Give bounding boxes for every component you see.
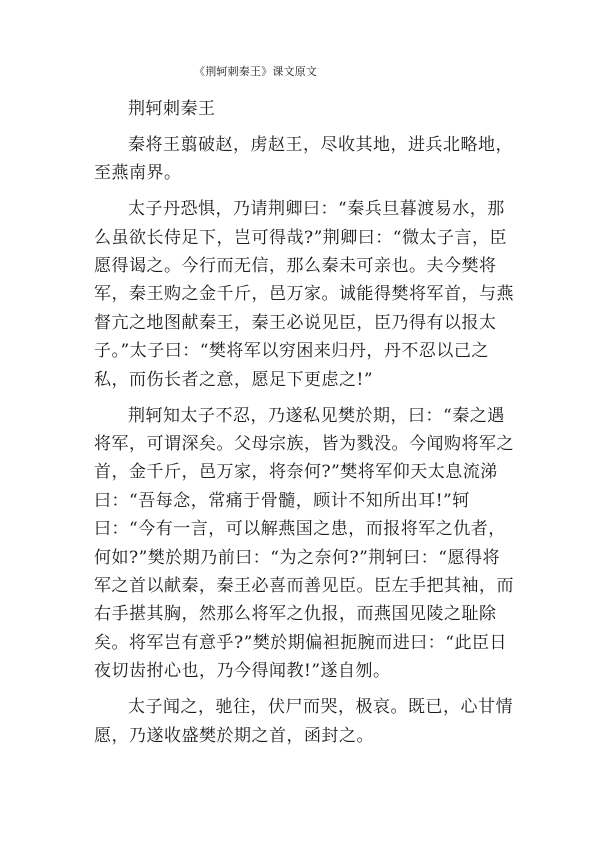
document-heading: 《荆轲刺秦王》课文原文 [194,65,318,78]
paragraph-1: 秦将王翦破赵，虏赵王，尽收其地，进兵北略地，至燕南界。 [94,134,513,184]
paragraph-3: 荆轲知太子不忍，乃遂私见樊於期，曰：“秦之遇将军，可谓深矣。父母宗族，皆为戮没。今闻购将军之首，金千斤，邑万家，将奈何?”樊将军仰天太息流涕曰：“吾每念，常痛于骨髓，顾计不知所出耳!”轲曰：“今有一言，可以解燕国之患，而报将军之仇者，何如?”樊於期乃前曰：“为之奈何?”荆轲曰：“愿得将军之首以献秦，秦王必喜而善见臣。臣左手把其袖，而右手揕其胸，然那么将军之仇报，而燕国见陵之耻除矣。将军岂有意乎?”樊於期偏袒扼腕而进曰：“此臣日夜切齿拊心也，乃今得闻教!”遂自刎。 [94,405,514,682]
article-title: 荆轲刺秦王 [128,99,216,119]
paragraph-4: 太子闻之，驰往，伏尸而哭，极哀。既已，心甘情愿，乃遂收盛樊於期之首，函封之。 [94,697,513,746]
paragraph-2: 太子丹恐惧，乃请荆卿曰：“秦兵旦暮渡易水，那么虽欲长侍足下，岂可得哉?”荆卿曰：“微太子言，臣愿得谒之。今行而无信，那么秦未可亲也。夫今樊将军，秦王购之金千斤，邑万家。诚能得樊将军首，与燕督亢之地图献秦王，秦王必说见臣，臣乃得有以报太子。”太子曰：“樊将军以穷困来归丹，丹不忍以己之私，而伤长者之意，愿足下更虑之!” [94,199,514,390]
article-body [94,95,514,757]
